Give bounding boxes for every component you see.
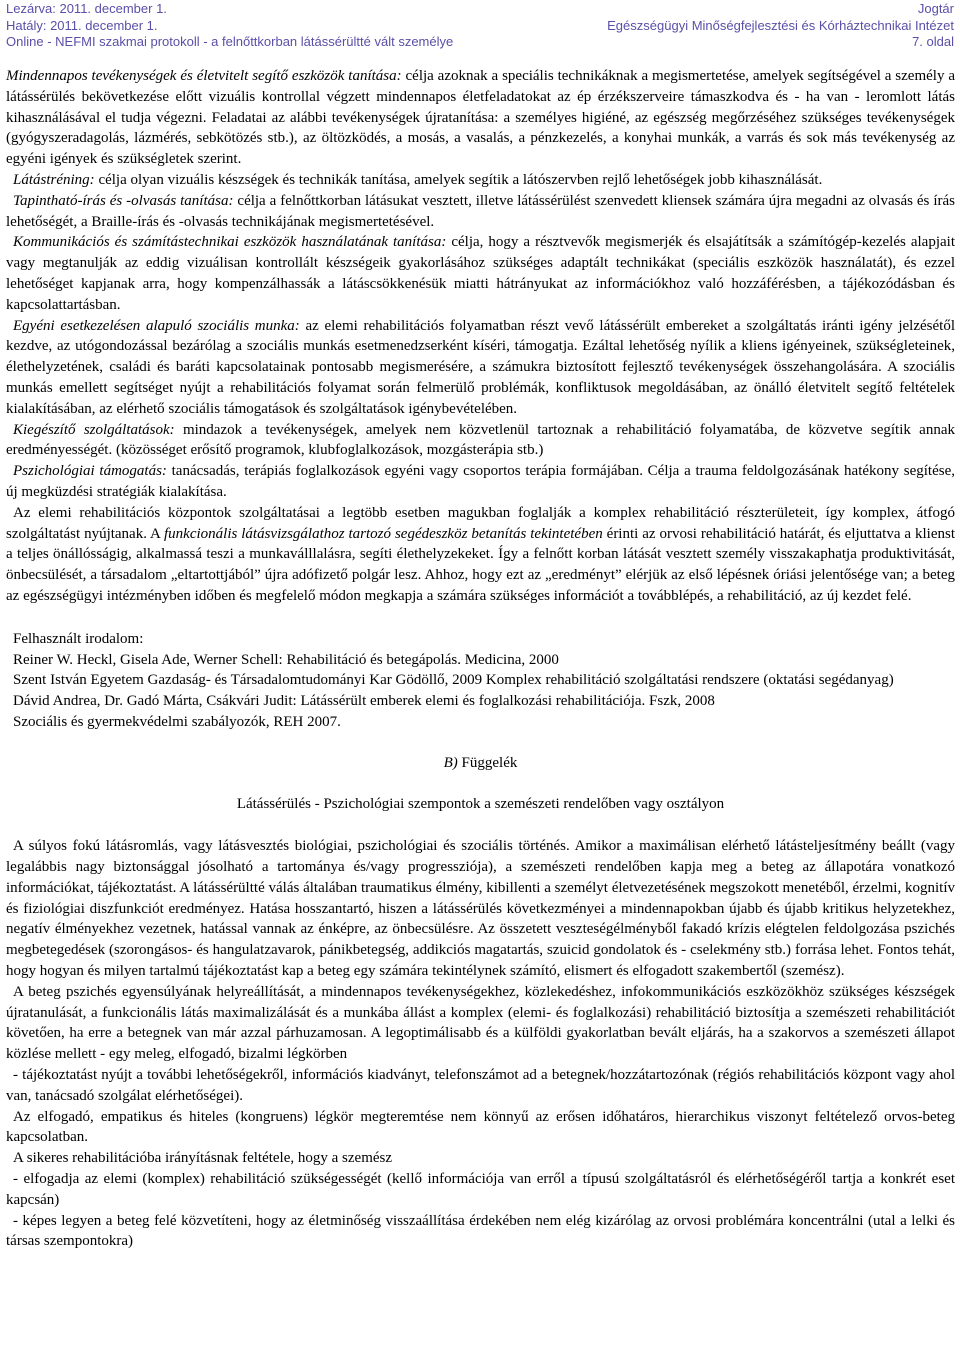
- reference-item: Dávid Andrea, Dr. Gadó Márta, Csákvári Judit: Látássérült emberek elemi és foglalkozási rehabilitációja. Fszk, 2008: [13, 693, 715, 710]
- paragraph-text: mindazok a tevékenységek, amelyek nem közvetlenül tartoznak a rehabilitáció folyamatába, de közvetve segítik annak eredményességét. (közösséget erősítő programok, klubfoglalkozások, mozgásterápia stb.): [6, 421, 955, 459]
- header-left: [6, 1, 453, 51]
- reference-item: Szociális és gyermekvédelmi szabályozók, REH 2007.: [13, 713, 341, 730]
- paragraph-psychological: [6, 461, 955, 503]
- header-document-title: Online - NEFMI szakmai protokoll - a felnőttkorban látássérültté vált személye: [6, 34, 454, 49]
- paragraph-text: célja olyan vizuális készségek és technikák tanítása, amelyek segítik a látószervben rejlő lehetőségek jobb kihasználását.: [94, 171, 823, 188]
- appendix-list-item: - képes legyen a beteg felé közvetíteni, hogy az életminőség visszaállítása érdekében nem elég kizárólag az orvosi problémára koncentrálni (utal a lelki és társas szempontokra): [6, 1212, 955, 1250]
- appendix-paragraph: Az elfogadó, empatikus és hiteles (kongruens) légkör megteremtése nem könnyű az erősen időhatáros, hierarchikus viszonyt feltételező orvos-beteg kapcsolatban.: [6, 1108, 955, 1146]
- appendix-paragraph: A beteg pszichés egyensúlyának helyreállítását, a mindennapos tevékenységekhez, közlekedéshez, infokommunikációs eszközökhöz szükséges készségek újratanulását, a funkcionális látás maximalizálását és a munkába állást a komplex (elemi- és foglalkozási) rehabilitáció biztosítja a szemészeti rehabilitációt követően, ha erre a betegnek van már azzal párhuzamosan. A legoptimálisabb és a külföldi gyakorlatban bevált eljárás, ha a szakorvos a szemészeti állapot közlése mellett - egy meleg, elfogadó, bizalmi légkörben: [6, 983, 955, 1063]
- appendix-label: [6, 753, 955, 774]
- header-effective-date: Hatály: 2011. december 1.: [6, 17, 158, 33]
- term-daily-activities: Mindennapos tevékenységek és életvitelt segítő eszközök tanítása:: [6, 68, 402, 84]
- page-header: [0, 0, 960, 50]
- paragraph-social-work: [6, 316, 955, 420]
- header-source: Jogtár: [917, 1, 954, 16]
- references-heading: Felhasznált irodalom:: [13, 630, 144, 647]
- appendix-paragraph: A sikeres rehabilitációba irányításnak feltétele, hogy a szemész: [13, 1150, 393, 1167]
- appendix-list-item: - tájékoztatást nyújt a további lehetőségekről, információs kiadványt, telefonszámot ad a betegnek/hozzátartozónak (régiós rehabilitációs központ vagy ahol van, tanácsadó szolgálat elérhetőségei).: [6, 1067, 955, 1104]
- reference-item: Szent István Egyetem Gazdaság- és Társadalomtudományi Kar Gödöllő, 2009 Komplex rehabilitáció szolgáltatási rendszere (oktatási segédanyag): [13, 672, 894, 689]
- paragraph-daily-activities: [6, 66, 955, 170]
- term-social-work: Egyéni esetkezelésen alapuló szociális munka:: [13, 317, 300, 334]
- paragraph-braille: [6, 191, 955, 233]
- header-right: [607, 1, 954, 51]
- paragraph-text: célja, hogy a résztvevők megismerjék és elsajátítsák a számítógép-kezelés alapjait vagy megtanulják az eddig vizuálisan kontrollált készségeik gyakorlásához szükséges adaptált technikákat (speciális eszközök használatát), és ezzel lehetőséget kapjanak arra, hogy kompenzálhassák a látáscsökkenésük miatti hátrányukat az információkhoz való hozzáférésben, a tájékozódásban és kapcsolattartásban.: [6, 234, 955, 313]
- paragraph-text: érinti az orvosi rehabilitáció határát, és eljuttatva a klienst a teljes önállósságig, alkalmassá teszi a munkaválllalásra, segíti élethelyzekeket. Így a felnőtt korban látását vesztett személy visszakaphatja produktivitását, önbecsülését, a társadalom „eltartottjából” újra adófizető polgár lesz. Ahhoz, hogy ezt az „eredményt” elérjük az első lépésnek óriási jelentősége van; a beteg az egészségügyi intézményben időben és megfelelő módon megkapja a számára szükséges információt a továbblépés, a rehabilitáció, az új kezdet felé.: [6, 525, 955, 604]
- appendix-list-item: - elfogadja az elemi (komplex) rehabilitáció szükségességét (kellő információja van erről a típusú szolgáltatásról és elérhetőségéről tartja a konkrét eset kapcsán): [6, 1171, 955, 1208]
- paragraph-text: célja a felnőttkorban látásukat vesztett, illetve látássérülést szenvedett kliensek számára újra megadni az olvasás és írás lehetőségét, a Braille-írás és -olvasás technikájának megismertetésével.: [6, 192, 955, 230]
- appendix-paragraph: A súlyos fokú látásromlás, vagy látásvesztés biológiai, pszichológiai és szociális történés. Amikor a maximálisan elérhető látásteljesítmény beállt (vagy legalábbis nagy biztonsággal jósolható a tartománya és/vagy progressziója), a szemészeti rendelőben kapja meg a beteg az állapotára vonatkozó információkat, tájékoztatást. A látássérültté válás általában traumatikus élmény, kibillenti a személyt életvezetésének megszokott menetéből, érzelmi, kognitív és fiziológiai diszfunkciót eredményez. Hatása hosszantartó, hiszen a látássérülés következményei a mindennapokban újabb és újabb kritikus helyzetekhez, negatív élményekhez vezetnek, hatással vannak az énképre, az önbecsülésre. Az összetett veszteségélményből fakadó krízis elégtelen feldolgozása pszichés megbetegedések (szorongásos- és hangulatzavarok, pánikbetegség, addikciós magatartás, szuicid gondolatok és - cselekmény stb.) forrása lehet. Fontos tehát, hogy hogyan és milyen tartalmú tájékoztatást kap a beteg egy számára tekintélynek számító, elismert és elfogadott szakembertől (szemész).: [6, 838, 955, 980]
- term-communication: Kommunikációs és számítástechnikai eszközök használatának tanítása:: [13, 234, 447, 251]
- appendix-word: Függelék: [457, 754, 518, 771]
- paragraph-text: tanácsadás, terápiás foglalkozások egyéni vagy csoportos terápia formájában. Célja a trauma feldolgozásának hatékony segítése, új megküzdési stratégiák kialakítása.: [6, 463, 955, 500]
- reference-item: Reiner W. Heckl, Gisela Ade, Werner Schell: Rehabilitáció és betegápolás. Medicina, 2000: [13, 651, 559, 668]
- term-braille: Tapintható-írás és -olvasás tanítása:: [13, 192, 234, 209]
- paragraph-text: az elemi rehabilitációs folyamatban részt vevő látássérült embereket a szolgáltatás iránti igény jelzésétől kezdve, az utógondozással bezárólag a szociális munkás esetmenedzserként kíséri, támogatja. Ezáltal lehetőség nyílik a kliens igényeinek, szükségleteinek, élethelyzetének, családi és baráti kapcsolatainak pontosabb megismerésére, a számukra biztosított fejlesztő tevékenységek összehangolására. A szociális munkás emellett segítséget nyújt a rehabilitációs folyamat során felmerülő problémák, konfliktusok megoldásában, az önálló életvitelt segítő feltételek kialakításában, az elérhető szociális támogatások és szolgáltatások igénybevételében.: [6, 317, 955, 417]
- paragraph-supplementary: [6, 420, 955, 462]
- term-vision-training: Látástréning:: [13, 171, 95, 188]
- paragraph-communication: [6, 232, 955, 315]
- header-institute: Egészségügyi Minőségfejlesztési és Kórháztechnikai Intézet: [607, 17, 954, 33]
- header-closed-date: Lezárva: 2011. december 1.: [6, 1, 167, 16]
- paragraph-vision-training: [6, 170, 955, 191]
- paragraph-rehab-centers: [6, 503, 955, 607]
- paragraph-text: célja azoknak a speciális technikáknak a megismertetése, amelyek segítségével a személy a látássérülés bekövetkezése előtt vizuális kontrollal végzett mindennapos életfeladatokat az ép érzékszerveire támaszkodva és - ha van - leromlott látás kihasználásával el tudja végezni. Feladatai az alábbi tevékenységek újratanítása: a személyes higiéné, az egészség megőrzéséhez szükséges tevékenységek (gyógyszeradagolás, lázmérés, sebkötözés stb.), az öltözködés, a mosás, a vasalás, a pénzkezelés, a konyhai munkák, a varrás és sok más tevékenység az egyéni igények és szükségletek szerint.: [6, 68, 955, 168]
- appendix-title: Látássérülés - Pszichológiai szempontok a szemészeti rendelőben vagy osztályon: [236, 795, 725, 812]
- paragraph-text: Az elemi rehabilitációs központok szolgáltatásai a legtöbb esetben magukban foglalják a komplex rehabilitáció részterületeit, így komplex, átfogó szolgáltatást nyújtanak. A: [6, 504, 955, 542]
- document-body: [6, 66, 955, 1252]
- appendix-letter: B): [443, 754, 458, 771]
- term-supplementary: Kiegészítő szolgáltatások:: [13, 421, 175, 438]
- term-functional-vision: funkcionális látásvizsgálathoz tartozó segédeszköz betanítás tekintetében: [164, 525, 603, 542]
- header-page-number: 7. oldal: [912, 34, 954, 49]
- term-psychological: Pszichológiai támogatás:: [13, 463, 167, 480]
